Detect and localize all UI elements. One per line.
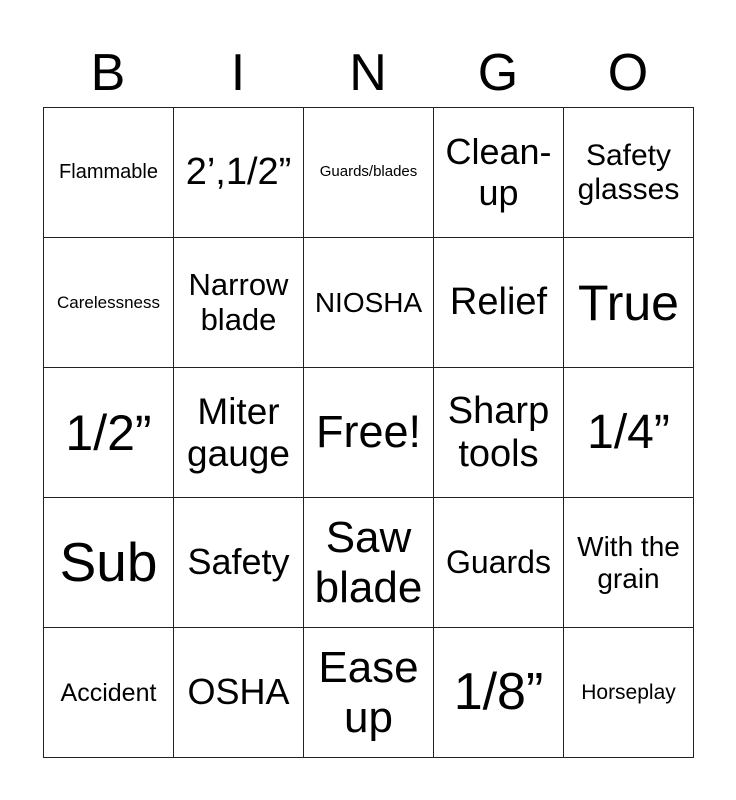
header-letter-i: I (230, 44, 246, 102)
bingo-cell[interactable]: Narrow blade (174, 238, 304, 368)
bingo-cell[interactable]: Guards (434, 498, 564, 628)
bingo-cell[interactable]: Relief (434, 238, 564, 368)
bingo-cell[interactable]: Safety glasses (564, 108, 694, 238)
free-space-cell[interactable]: Free! (304, 368, 434, 498)
board-row (44, 108, 694, 238)
bingo-cell[interactable]: NIOSHA (304, 238, 434, 368)
header-letter-g: G (477, 44, 519, 102)
bingo-cell[interactable]: Horseplay (564, 628, 694, 758)
board-row (44, 498, 694, 628)
bingo-cell[interactable]: 1/2” (44, 368, 174, 498)
board-row (44, 238, 694, 368)
bingo-cell[interactable]: Safety (174, 498, 304, 628)
header-letter-n: N (349, 44, 387, 102)
bingo-cell[interactable]: Carelessness (44, 238, 174, 368)
bingo-cell[interactable]: Sharp tools (434, 368, 564, 498)
bingo-cell[interactable]: True (564, 238, 694, 368)
bingo-board (43, 107, 694, 758)
header-letter-b: B (90, 44, 126, 102)
bingo-cell[interactable]: With the grain (564, 498, 694, 628)
bingo-cell[interactable]: Accident (44, 628, 174, 758)
bingo-cell[interactable]: OSHA (174, 628, 304, 758)
bingo-cell[interactable]: Clean-up (434, 108, 564, 238)
bingo-cell[interactable]: Flammable (44, 108, 174, 238)
header-letter-o: O (607, 44, 649, 102)
bingo-cell[interactable]: 2’,1/2” (174, 108, 304, 238)
board-row (44, 368, 694, 498)
board-row (44, 628, 694, 758)
bingo-header (43, 40, 693, 106)
bingo-cell[interactable]: 1/4” (564, 368, 694, 498)
bingo-cell[interactable]: Miter gauge (174, 368, 304, 498)
bingo-cell[interactable]: 1/8” (434, 628, 564, 758)
bingo-cell[interactable]: Sub (44, 498, 174, 628)
bingo-cell[interactable]: Ease up (304, 628, 434, 758)
bingo-cell[interactable]: Saw blade (304, 498, 434, 628)
bingo-cell[interactable]: Guards/blades (304, 108, 434, 238)
